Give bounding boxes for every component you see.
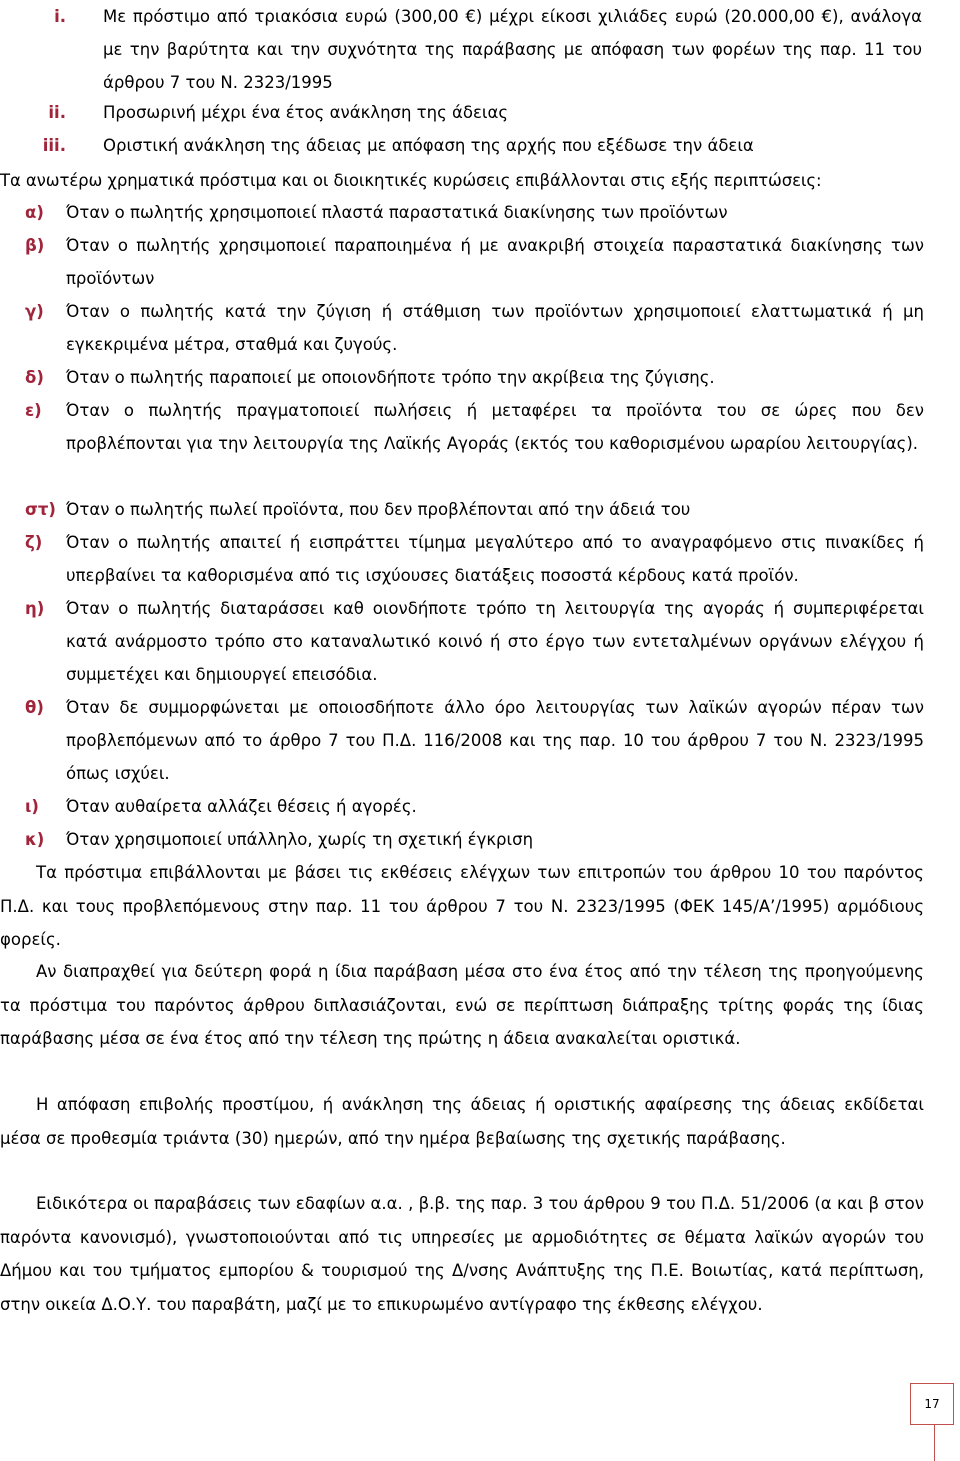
- case-text: Όταν χρησιμοποιεί υπάλληλο, χωρίς τη σχετική έγκριση: [66, 830, 534, 849]
- page-number-rule: [934, 1425, 935, 1461]
- case-label: γ): [25, 302, 44, 321]
- case-label: δ): [25, 368, 44, 387]
- case-text: Όταν ο πωλητής κατά την ζύγιση ή στάθμιση των προϊόντων χρησιμοποιεί ελαττωματικά ή μη εγκεκριμένα μέτρα, σταθμά και ζυγούς.: [66, 302, 924, 354]
- case-text: Όταν αυθαίρετα αλλάζει θέσεις ή αγορές.: [66, 797, 417, 816]
- case-label: στ): [25, 500, 56, 519]
- page-number: 17: [910, 1383, 954, 1425]
- sanction-text: Με πρόστιμο από τριακόσια ευρώ (300,00 €) μέχρι είκοσι χιλιάδες ευρώ (20.000,00 €), ανάλογα με την βαρύτητα και την συχνότητα της παράβασης με απόφαση των φορέων της παρ. 11 του άρθρου 7 του Ν. 2323/1995: [103, 7, 922, 92]
- sanction-number: iii.: [42, 136, 66, 155]
- case-text: Όταν ο πωλητής απαιτεί ή εισπράττει τίμημα μεγαλύτερο από το αναγραφόμενο στις πινακίδες ή υπερβαίνει τα καθορισμένα από τις ισχύουσες διατάξεις ποσοστά κέρδους κατά προϊόν.: [66, 533, 924, 585]
- case-text: Όταν ο πωλητής πραγματοποιεί πωλήσεις ή μεταφέρει τα προϊόντα του σε ώρες που δεν προβλέπονται για την λειτουργία της Λαϊκής Αγοράς (εκτός του καθορισμένου ωραρίου λειτουργίας).: [66, 401, 924, 453]
- case-label: η): [25, 599, 45, 618]
- body-paragraph: Τα πρόστιμα επιβάλλονται με βάσει τις εκθέσεις ελέγχων των επιτροπών του άρθρου 10 του παρόντος Π.Δ. και τους προβλεπόμενους στην παρ. 11 του άρθρου 7 του Ν. 2323/1995 (ΦΕΚ 145/Α’/1995) αρμόδιους φορείς.: [0, 863, 924, 949]
- case-label: ι): [25, 797, 39, 816]
- case-label: β): [25, 236, 45, 255]
- case-text: Όταν ο πωλητής παραποιεί με οποιονδήποτε τρόπο την ακρίβεια της ζύγισης.: [66, 368, 715, 387]
- body-paragraph: Ειδικότερα οι παραβάσεις των εδαφίων α.α. , β.β. της παρ. 3 του άρθρου 9 του Π.Δ. 51/2006 (α και β στον παρόντα κανονισμό), γνωστοποιούνται από τις υπηρεσίες με αρμοδιότητες σε θέματα λαϊκών αγορών του Δήμου και του τμήματος εμπορίου & τουρισμού της Δ/νσης Ανάπτυξης της Π.Ε. Βοιωτίας, κατά περίπτωση, στην οικεία Δ.Ο.Υ. του παραβάτη, μαζί με το επικυρωμένο αντίγραφο της έκθεσης ελέγχου.: [0, 1194, 924, 1314]
- body-paragraph: Η απόφαση επιβολής προστίμου, ή ανάκληση της άδειας ή οριστικής αφαίρεσης της άδειας εκδίδεται μέσα σε προθεσμία τριάντα (30) ημερών, από την ημέρα βεβαίωσης της σχετικής παράβασης.: [0, 1095, 924, 1148]
- case-text: Όταν ο πωλητής χρησιμοποιεί παραποιημένα ή με ανακριβή στοιχεία παραστατικά διακίνησης των προϊόντων: [66, 236, 924, 288]
- sanction-number: i.: [54, 7, 66, 26]
- case-text: Όταν δε συμμορφώνεται με οποιοσδήποτε άλλο όρο λειτουργίας των λαϊκών αγορών πέραν των προβλεπόμενων από το άρθρο 7 του Π.Δ. 116/2008 και της παρ. 10 του άρθρου 7 του Ν. 2323/1995 όπως ισχύει.: [66, 698, 924, 783]
- case-label: α): [25, 203, 44, 222]
- case-text: Όταν ο πωλητής χρησιμοποιεί πλαστά παραστατικά διακίνησης των προϊόντων: [66, 203, 728, 222]
- case-label: ε): [25, 401, 42, 420]
- case-text: Όταν ο πωλητής πωλεί προϊόντα, που δεν προβλέπονται από την άδειά του: [66, 500, 691, 519]
- body-paragraph: Αν διαπραχθεί για δεύτερη φορά η ίδια παράβαση μέσα στο ένα έτος από την τέλεση της προηγούμενης τα πρόστιμα του παρόντος άρθρου διπλασιάζονται, ενώ σε περίπτωση διάπραξης τρίτης φοράς της ίδιας παράβασης μέσα σε ένα έτος από την τέλεση της πρώτης η άδεια ανακαλείται οριστικά.: [0, 962, 924, 1048]
- case-text: Όταν ο πωλητής διαταράσσει καθ οιονδήποτε τρόπο τη λειτουργία της αγοράς ή συμπεριφέρεται κατά ανάρμοστο τρόπο στο καταναλωτικό κοινό ή στο έργο των εντεταλμένων οργάνων ελέγχου ή συμμετέχει και δημιουργεί επεισόδια.: [66, 599, 924, 684]
- sanction-text: Οριστική ανάκληση της άδειας με απόφαση της αρχής που εξέδωσε την άδεια: [103, 136, 754, 155]
- case-label: κ): [25, 830, 45, 849]
- case-label: ζ): [25, 533, 43, 552]
- sanction-text: Προσωρινή μέχρι ένα έτος ανάκληση της άδειας: [103, 103, 509, 122]
- cases-intro: Τα ανωτέρω χρηματικά πρόστιμα και οι διοικητικές κυρώσεις επιβάλλονται στις εξής περιπτώσεις:: [0, 171, 822, 190]
- sanction-number: ii.: [48, 103, 66, 122]
- case-label: θ): [25, 698, 44, 717]
